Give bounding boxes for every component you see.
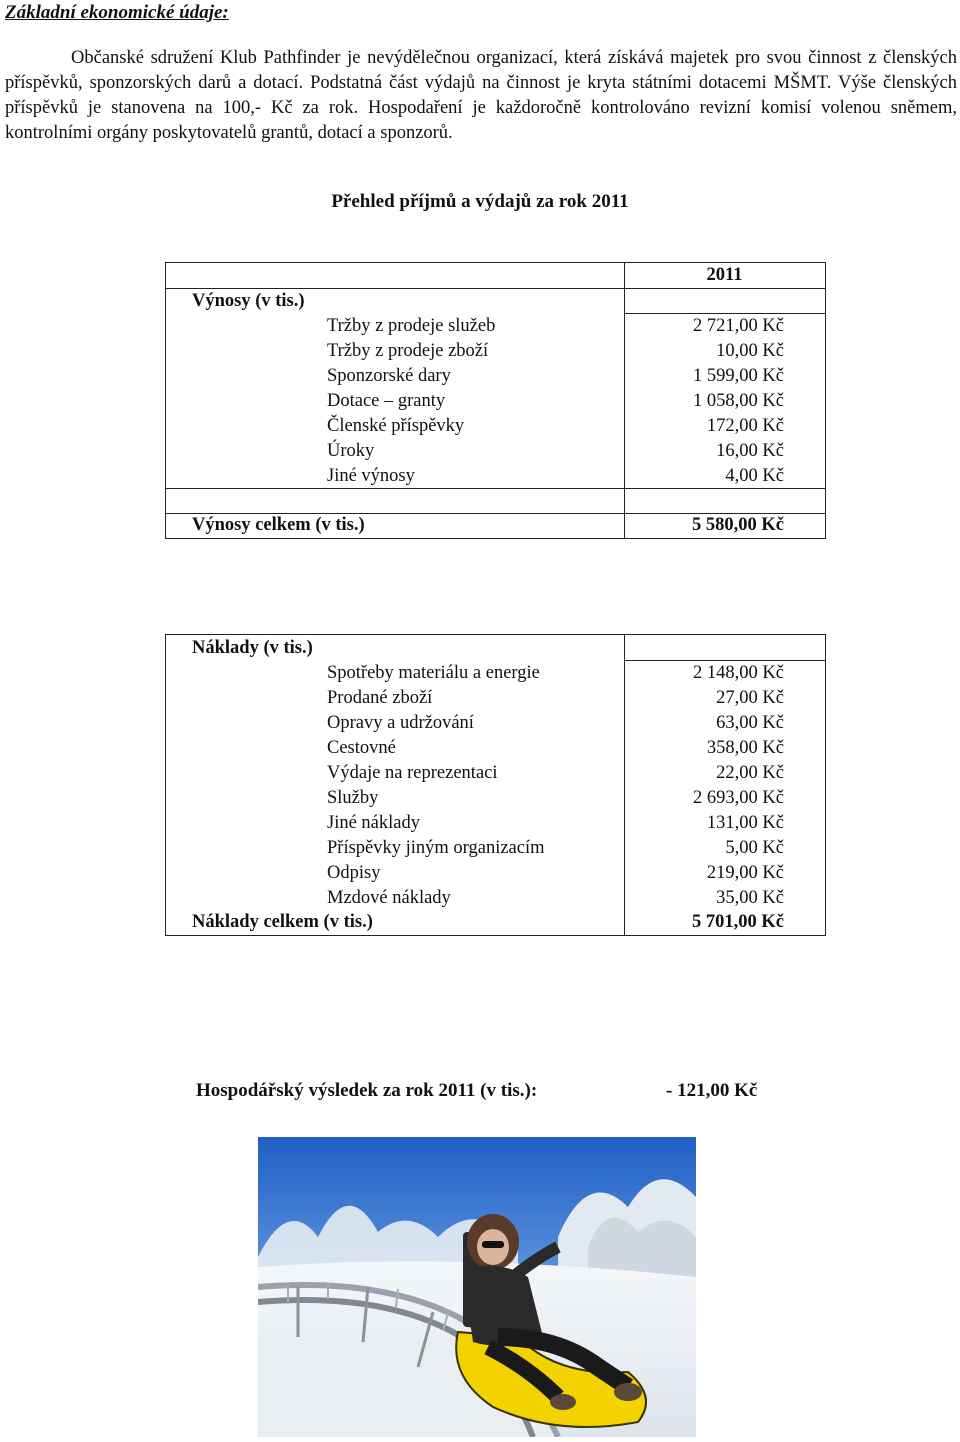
row-label: Členské příspěvky [327, 416, 465, 436]
table-title: Přehled příjmů a výdajů za rok 2011 [331, 191, 629, 212]
row-label: Odpisy [327, 863, 381, 883]
row-value: 4,00 Kč [725, 466, 784, 486]
row-label: Jiné náklady [327, 813, 420, 833]
table-row [166, 811, 825, 836]
row-value: 10,00 Kč [716, 341, 784, 361]
page-heading: Základní ekonomické údaje: [5, 2, 229, 23]
table-row [166, 761, 825, 786]
income-items-end-line [166, 488, 825, 489]
row-label: Jiné výnosy [327, 466, 415, 486]
table-row [166, 686, 825, 711]
costs-table [165, 634, 826, 936]
table-row [166, 661, 825, 686]
row-value: 172,00 Kč [706, 416, 784, 436]
table-row [166, 414, 825, 439]
photo-illustration [258, 1137, 696, 1437]
table-row [166, 464, 825, 489]
intro-paragraph: Občanské sdružení Klub Pathfinder je nevýdělečnou organizací, která získává majetek pro svou činnost z členských příspěvků, sponzorských darů a dotací. Podstatná část výdajů na činnost je kryta státními dotacemi MŠMT. Výše členských příspěvků je stanovena na 100,- Kč za rok. Hospodaření je každoročně kontrolováno revizní komisí volenou sněmem, kontrolními orgány poskytovatelů grantů, dotací a sponzorů. [5, 48, 957, 143]
row-value: 16,00 Kč [716, 441, 784, 461]
table-row [166, 861, 825, 886]
row-label: Služby [327, 788, 379, 808]
table-row [166, 836, 825, 861]
costs-group-label: Náklady (v tis.) [192, 638, 313, 658]
row-label: Prodané zboží [327, 688, 433, 708]
row-label: Sponzorské dary [327, 366, 451, 386]
row-value: 2 148,00 Kč [693, 663, 784, 683]
row-value: 1 058,00 Kč [693, 391, 784, 411]
row-label: Tržby z prodeje zboží [327, 341, 489, 361]
row-label: Cestovné [327, 738, 396, 758]
row-value: 27,00 Kč [716, 688, 784, 708]
table-row [166, 786, 825, 811]
row-value: 131,00 Kč [706, 813, 784, 833]
table-row [166, 439, 825, 464]
table-row [166, 389, 825, 414]
row-value: 22,00 Kč [716, 763, 784, 783]
income-year-header: 2011 [706, 265, 743, 285]
income-group-label: Výnosy (v tis.) [192, 291, 305, 311]
row-value: 63,00 Kč [716, 713, 784, 733]
row-label: Výdaje na reprezentaci [327, 763, 498, 783]
row-label: Opravy a udržování [327, 713, 474, 733]
table-row [166, 886, 825, 911]
row-value: 35,00 Kč [716, 888, 784, 908]
result-value: - 121,00 Kč [666, 1080, 758, 1101]
costs-group-row [166, 636, 825, 661]
row-value: 219,00 Kč [706, 863, 784, 883]
income-table [165, 262, 826, 539]
row-value: 2 693,00 Kč [693, 788, 784, 808]
row-label: Mzdové náklady [327, 888, 451, 908]
row-label: Tržby z prodeje služeb [327, 316, 496, 336]
row-value: 1 599,00 Kč [693, 366, 784, 386]
costs-total-row [166, 910, 825, 935]
table-row [166, 314, 825, 339]
row-label: Příspěvky jiným organizacím [327, 838, 545, 858]
table-row [166, 711, 825, 736]
table-row [166, 364, 825, 389]
income-group-row [166, 289, 825, 314]
row-value: 2 721,00 Kč [693, 316, 784, 336]
row-label: Dotace – granty [327, 391, 446, 411]
row-label: Úroky [327, 441, 375, 461]
income-total-row [166, 513, 825, 538]
row-value: 5,00 Kč [725, 838, 784, 858]
costs-total-value: 5 701,00 Kč [692, 912, 784, 932]
income-total-label: Výnosy celkem (v tis.) [192, 515, 365, 535]
table-row [166, 339, 825, 364]
row-label: Spotřeby materiálu a energie [327, 663, 540, 683]
row-value: 358,00 Kč [706, 738, 784, 758]
result-label: Hospodářský výsledek za rok 2011 (v tis.): [196, 1080, 538, 1101]
table-row [166, 736, 825, 761]
winter-sled-photo [258, 1137, 696, 1437]
income-total-value: 5 580,00 Kč [692, 515, 784, 535]
costs-total-label: Náklady celkem (v tis.) [192, 912, 373, 932]
